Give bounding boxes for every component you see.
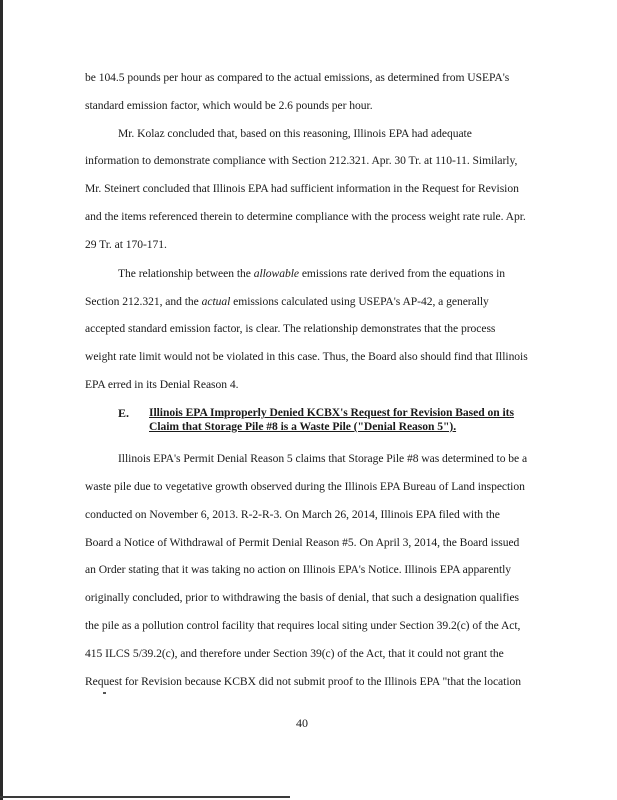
text-line: 415 ILCS 5/39.2(c), and therefore under Section 39(c) of the Act, that it could not grant the — [85, 647, 504, 660]
text-run: Section 212.321, and the — [85, 295, 202, 308]
emphasis-actual: actual — [201, 295, 231, 308]
text-line: and the items referenced therein to determine compliance with the process weight rate rule. Apr. — [85, 210, 526, 223]
text-line: information to demonstrate compliance with Section 212.321. Apr. 30 Tr. at 110-11. Similarly, — [85, 154, 518, 167]
text-line: Mr. Steinert concluded that Illinois EPA had sufficient information in the Request for Revision — [85, 182, 519, 195]
text-run: The relationship between the — [118, 267, 254, 280]
text-line: the pile as a pollution control facility that requires local siting under Section 39.2(c) of the Act, — [85, 619, 521, 632]
heading-line: Illinois EPA Improperly Denied KCBX's Request for Revision Based on its — [149, 406, 514, 419]
text-line: 29 Tr. at 170-171. — [85, 238, 167, 251]
text-run: emissions calculated using USEPA's AP-42, a generally — [230, 295, 489, 308]
text-line: conducted on November 6, 2013. R-2-R-3. On March 26, 2014, Illinois EPA filed with the — [85, 508, 500, 521]
text-line — [118, 267, 505, 281]
text-line: standard emission factor, which would be 2.6 pounds per hour. — [85, 99, 373, 112]
text-line — [85, 295, 489, 309]
scan-edge-bottom — [0, 796, 290, 798]
scan-mark — [103, 692, 106, 694]
text-line: Illinois EPA's Permit Denial Reason 5 claims that Storage Pile #8 was determined to be a — [118, 452, 528, 465]
text-line: EPA erred in its Denial Reason 4. — [85, 378, 239, 391]
text-line: Mr. Kolaz concluded that, based on this reasoning, Illinois EPA had adequate — [118, 127, 472, 140]
text-line: waste pile due to vegetative growth observed during the Illinois EPA Bureau of Land inspection — [85, 480, 525, 493]
text-line: Board a Notice of Withdrawal of Permit Denial Reason #5. On April 3, 2014, the Board issued — [85, 536, 520, 549]
text-line: weight rate limit would not be violated in this case. Thus, the Board also should find that Illinois — [85, 350, 528, 363]
section-letter: E. — [118, 406, 130, 420]
heading-line: Claim that Storage Pile #8 is a Waste Pile ("Denial Reason 5"). — [149, 420, 457, 433]
text-line: accepted standard emission factor, is clear. The relationship demonstrates that the process — [85, 322, 496, 335]
text-line: an Order stating that it was taking no action on Illinois EPA's Notice. Illinois EPA apparently — [85, 563, 512, 576]
scan-edge-left — [0, 0, 3, 800]
text-line: Request for Revision because KCBX did not submit proof to the Illinois EPA "that the location — [85, 675, 521, 688]
text-run: emissions rate derived from the equations in — [298, 267, 506, 280]
text-line: be 104.5 pounds per hour as compared to the actual emissions, as determined from USEPA's — [85, 71, 510, 84]
page-number: 40 — [296, 716, 308, 730]
emphasis-allowable: allowable — [253, 267, 299, 280]
text-line: originally concluded, prior to withdrawing the basis of denial, that such a designation qualifies — [85, 591, 519, 604]
